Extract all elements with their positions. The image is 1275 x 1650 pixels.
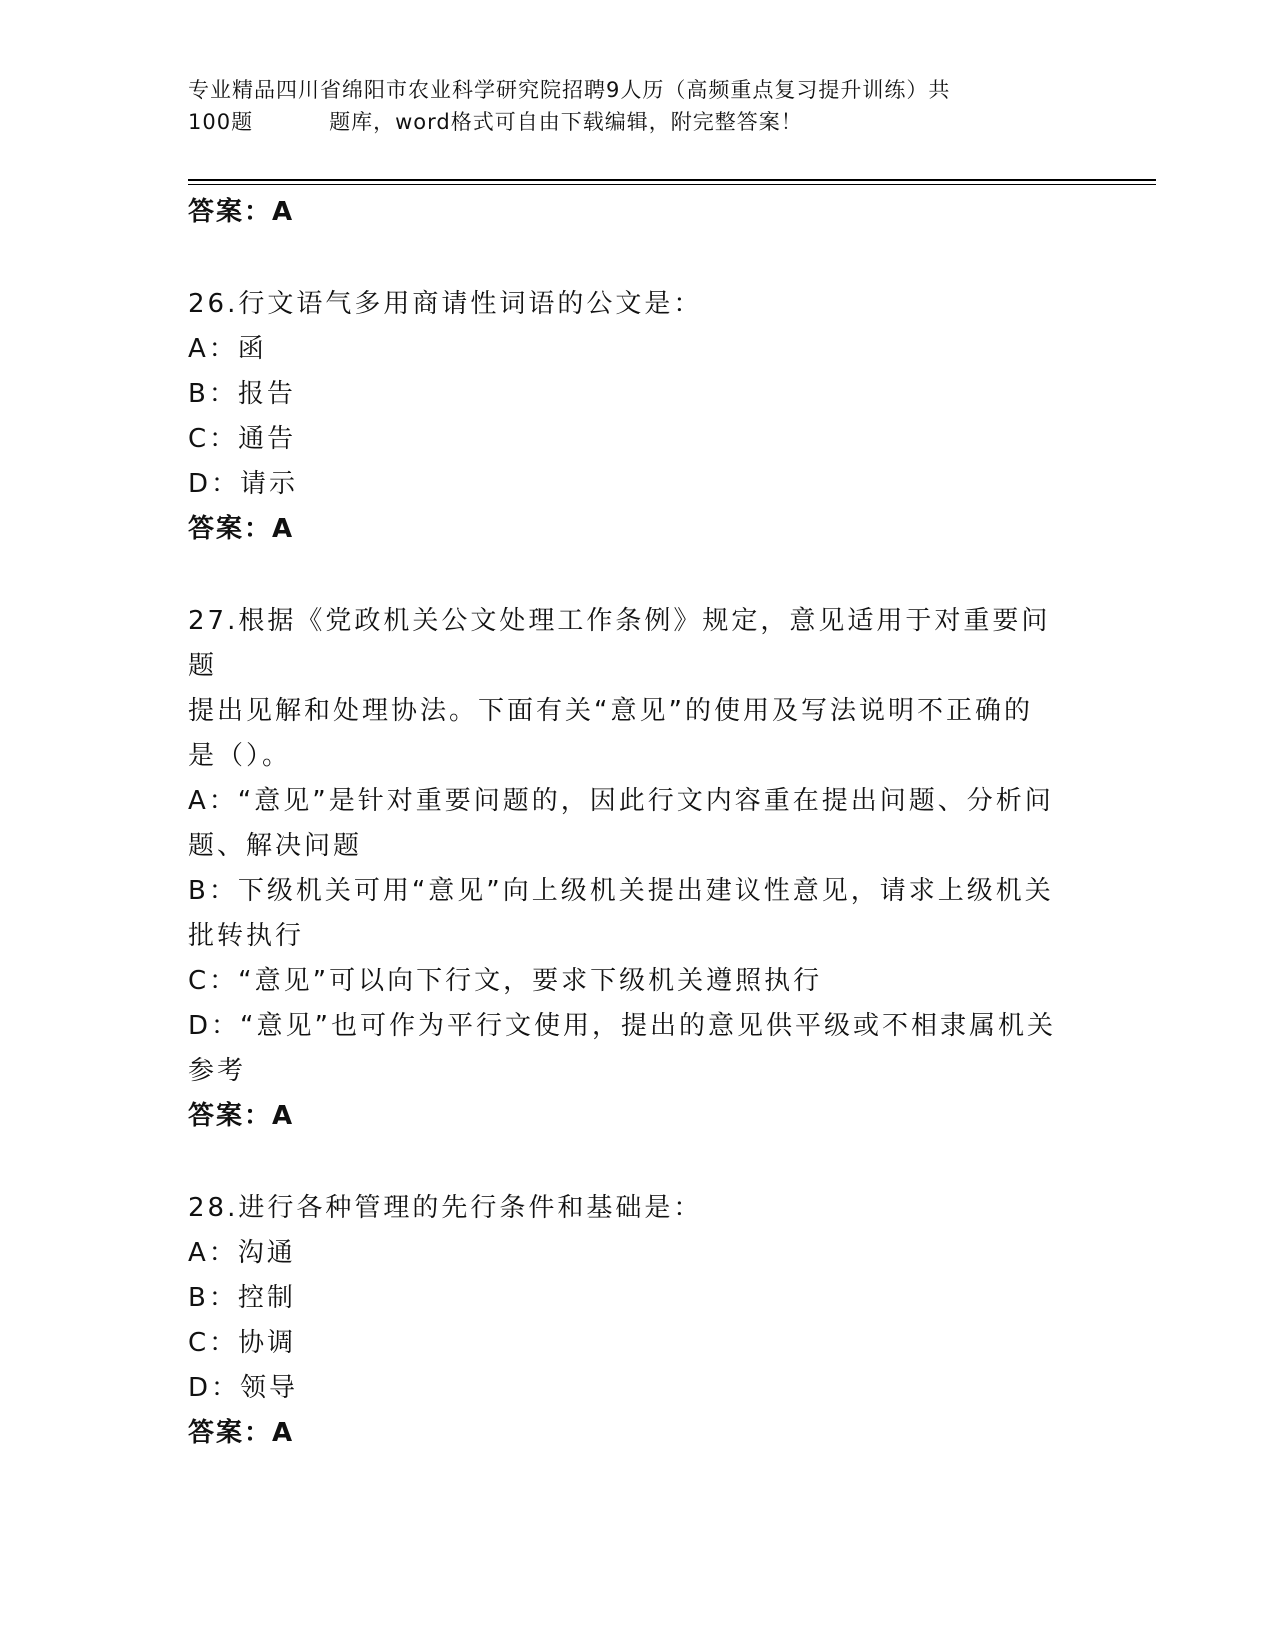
option-a: A：函 xyxy=(188,334,267,364)
option-d-line-2: 参考 xyxy=(188,1056,247,1086)
question-stem: 26.行文语气多用商请性词语的公文是： xyxy=(188,289,703,319)
header-description: 题库，word格式可自由下载编辑，附完整答案！ xyxy=(329,110,803,134)
option-b: B：报告 xyxy=(188,379,296,409)
option-c: C：协调 xyxy=(188,1328,297,1358)
option-a: A：沟通 xyxy=(188,1238,296,1268)
option-c: C：通告 xyxy=(188,424,297,454)
header-divider-thin xyxy=(188,184,1156,185)
option-b-line-1: B：下级机关可用“意见”向上级机关提出建议性意见，请求上级机关 xyxy=(188,876,1054,906)
page-header xyxy=(188,74,1068,138)
question-stem-line-3: 是（）。 xyxy=(188,741,292,771)
option-b: B：控制 xyxy=(188,1283,296,1313)
option-d: D：请示 xyxy=(188,469,299,499)
question-stem-line-1: 27.根据《党政机关公文处理工作条例》规定，意见适用于对重要问题 xyxy=(188,606,1051,681)
header-title-line1: 专业精品四川省绵阳市农业科学研究院招聘9人历（高频重点复习提升训练）共 xyxy=(188,78,951,102)
answer-label: 答案：A xyxy=(188,1101,295,1131)
option-d: D：领导 xyxy=(188,1373,299,1403)
question-content xyxy=(188,190,1078,1456)
answer-label: 答案：A xyxy=(188,514,295,544)
option-a-line-2: 题、解决问题 xyxy=(188,831,363,861)
option-a-line-1: A：“意见”是针对重要问题的，因此行文内容重在提出问题、分析问 xyxy=(188,786,1054,816)
answer-label: 答案：A xyxy=(188,1418,295,1448)
question-26 xyxy=(188,282,1078,552)
header-divider-thick xyxy=(188,179,1156,181)
question-stem: 28.进行各种管理的先行条件和基础是： xyxy=(188,1193,703,1223)
option-c: C：“意见”可以向下行文，要求下级机关遵照执行 xyxy=(188,966,823,996)
question-stem-line-2: 提出见解和处理协法。下面有关“意见”的使用及写法说明不正确的 xyxy=(188,696,1033,726)
option-d-line-1: D：“意见”也可作为平行文使用，提出的意见供平级或不相隶属机关 xyxy=(188,1011,1056,1041)
header-question-count: 100题 xyxy=(188,110,254,134)
question-27 xyxy=(188,599,1078,1139)
option-b-line-2: 批转执行 xyxy=(188,921,305,951)
previous-answer: 答案：A xyxy=(188,197,295,227)
question-28 xyxy=(188,1186,1078,1456)
header-title-line2 xyxy=(188,106,1068,138)
